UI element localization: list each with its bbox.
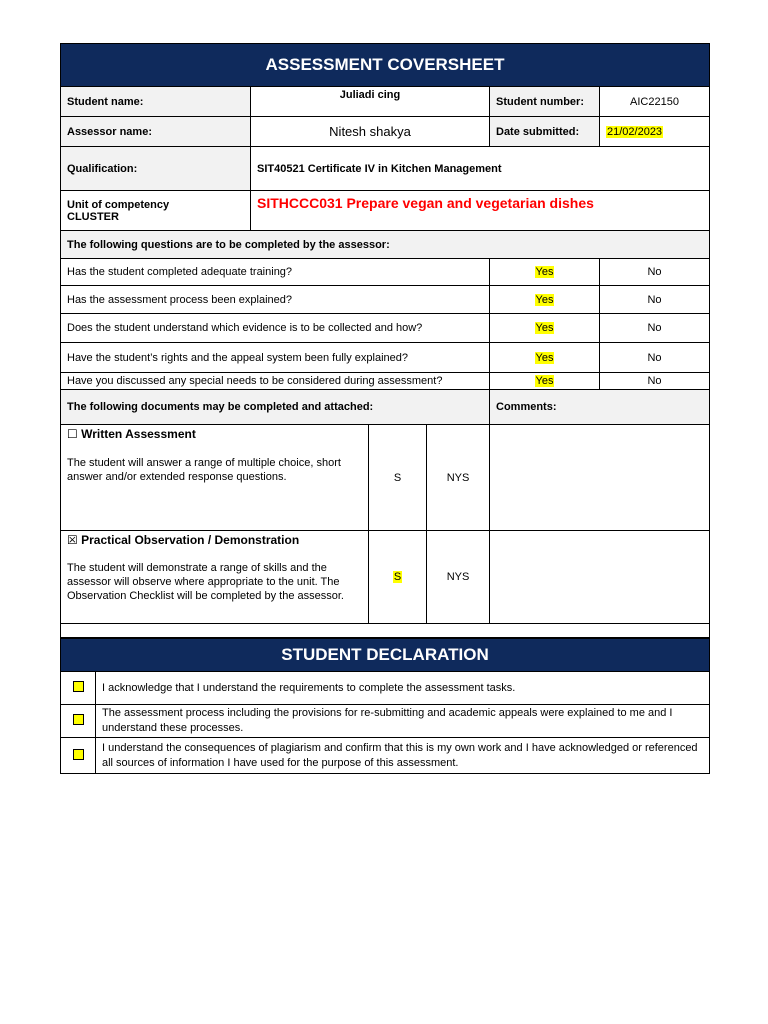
question-no: No [600, 343, 710, 373]
declaration-checkbox[interactable] [73, 681, 84, 692]
question-row [61, 259, 710, 286]
date-submitted-cell [600, 117, 710, 147]
spacer-row [61, 624, 710, 638]
written-s: S [369, 425, 427, 531]
practical-s: S [393, 571, 402, 583]
coversheet [60, 43, 709, 774]
written-checkbox[interactable]: ☐ [67, 427, 78, 441]
coversheet-table [60, 43, 710, 638]
question-yes-cell [490, 373, 600, 390]
declaration-row [61, 672, 710, 705]
declaration-checkbox[interactable] [73, 714, 84, 725]
written-assessment-title: Written Assessment [81, 427, 196, 441]
student-number-label: Student number: [490, 87, 600, 117]
question-yes: Yes [535, 351, 554, 364]
written-nys: NYS [427, 425, 490, 531]
question-text: Have you discussed any special needs to be considered during assessment? [61, 373, 490, 390]
question-no: No [600, 314, 710, 343]
unit-label-line2: CLUSTER [67, 210, 119, 223]
date-submitted-value: 21/02/2023 [607, 125, 663, 138]
declaration-row [61, 738, 710, 774]
declaration-title: STUDENT DECLARATION [61, 639, 710, 672]
practical-checkbox[interactable]: ☒ [67, 533, 78, 547]
written-assessment-description: The student will answer a range of multiple choice, short answer and/or extended response questions. [67, 457, 341, 483]
question-yes: Yes [535, 293, 554, 306]
question-yes-cell [490, 259, 600, 286]
declaration-text: The assessment process including the provisions for re-submitting and academic appeals were explained to me and I understand these processes. [96, 705, 710, 738]
declaration-text: I acknowledge that I understand the requirements to complete the assessment tasks. [96, 672, 710, 705]
practical-nys: NYS [427, 531, 490, 624]
assessor-name-value: Nitesh shakya [251, 117, 490, 147]
question-row [61, 286, 710, 314]
unit-label-line1: Unit of competency [67, 198, 170, 211]
question-text: Has the assessment process been explained? [61, 286, 490, 314]
date-submitted-label: Date submitted: [490, 117, 600, 147]
question-no: No [600, 373, 710, 390]
practical-observation-title: Practical Observation / Demonstration [81, 533, 300, 547]
question-row [61, 373, 710, 390]
declaration-checkbox[interactable] [73, 749, 84, 760]
declaration-row [61, 705, 710, 738]
declaration-checkbox-cell [61, 705, 96, 738]
declaration-text: I understand the consequences of plagiarism and confirm that this is my own work and I have acknowledged or referenced all sources of information I have used for the purpose of this assessment. [96, 738, 710, 774]
unit-label [61, 191, 251, 231]
question-no: No [600, 286, 710, 314]
question-row [61, 343, 710, 373]
question-yes-cell [490, 343, 600, 373]
question-no: No [600, 259, 710, 286]
declaration-checkbox-cell [61, 672, 96, 705]
student-name-label: Student name: [61, 87, 251, 117]
unit-value: SITHCCC031 Prepare vegan and vegetarian dishes [251, 191, 710, 231]
written-assessment-heading [67, 427, 362, 441]
assessor-name-label: Assessor name: [61, 117, 251, 147]
written-assessment-cell [61, 425, 369, 531]
student-name-value: Juliadi cing [251, 87, 490, 117]
practical-comments [490, 531, 710, 624]
comments-label: Comments: [490, 390, 710, 425]
practical-observation-description: The student will demonstrate a range of skills and the assessor will observe where appropriate to the unit. The Observation Checklist will be completed by the assessor. [67, 562, 344, 602]
question-yes: Yes [535, 322, 554, 334]
qualification-value: SIT40521 Certificate IV in Kitchen Management [251, 147, 710, 191]
qualification-label: Qualification: [61, 147, 251, 191]
question-yes: Yes [535, 375, 554, 387]
practical-s-cell [369, 531, 427, 624]
assessor-questions-header: The following questions are to be completed by the assessor: [61, 231, 710, 259]
coversheet-title: ASSESSMENT COVERSHEET [61, 44, 710, 87]
question-yes-cell [490, 286, 600, 314]
question-text: Has the student completed adequate training? [61, 259, 490, 286]
written-comments [490, 425, 710, 531]
student-number-value: AIC22150 [600, 87, 710, 117]
documents-header: The following documents may be completed and attached: [61, 390, 490, 425]
question-text: Does the student understand which evidence is to be collected and how? [61, 314, 490, 343]
question-row [61, 314, 710, 343]
declaration-checkbox-cell [61, 738, 96, 774]
question-yes: Yes [535, 266, 554, 278]
question-yes-cell [490, 314, 600, 343]
practical-observation-heading [67, 533, 362, 547]
question-text: Have the student’s rights and the appeal system been fully explained? [61, 343, 490, 373]
declaration-table [60, 638, 710, 774]
practical-observation-cell [61, 531, 369, 624]
